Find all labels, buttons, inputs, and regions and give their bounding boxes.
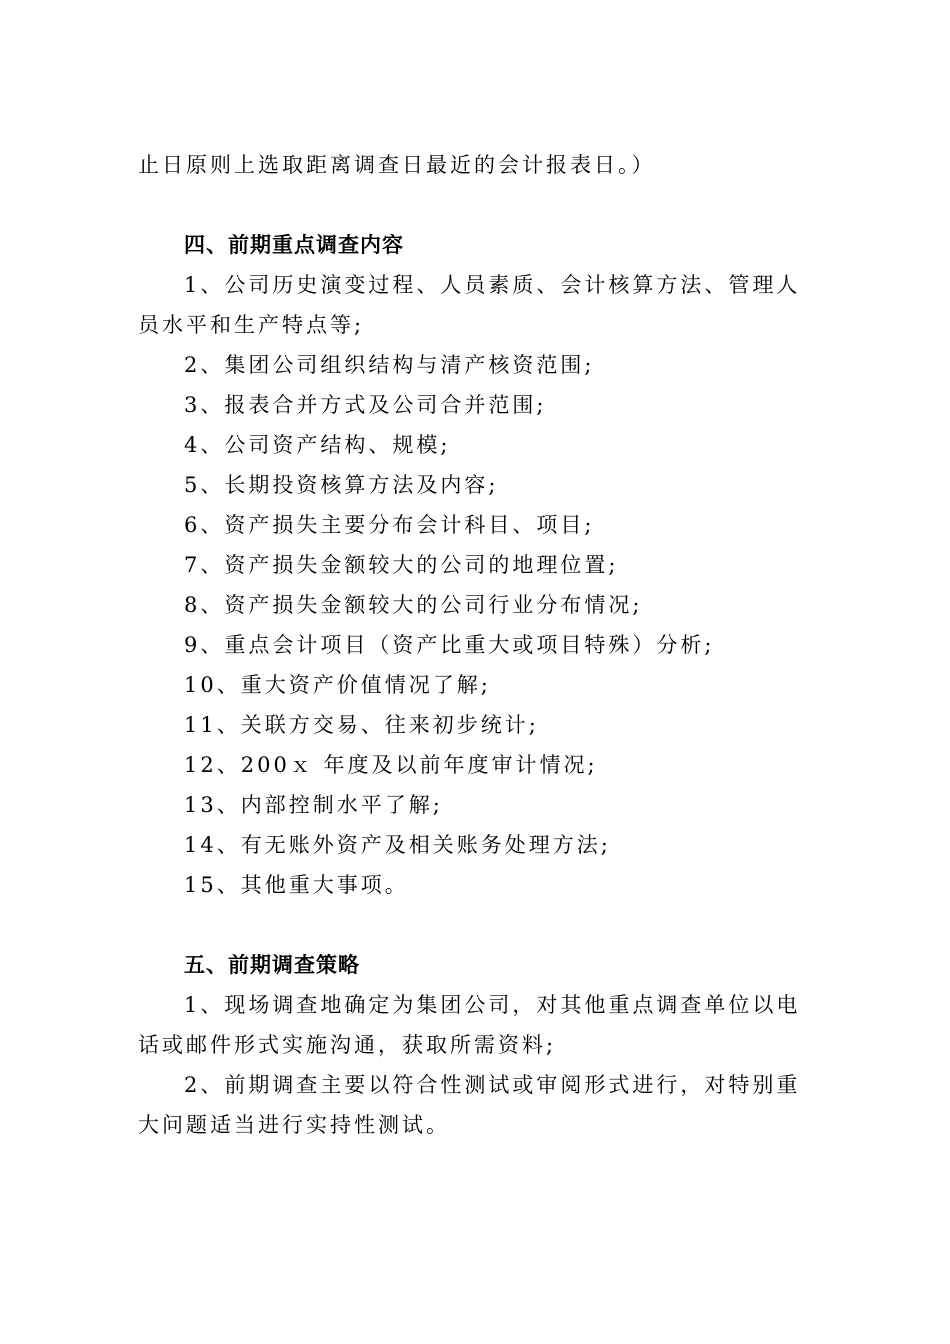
section-4-item-1-line-2: 员水平和生产特点等; [138,313,365,337]
section-5-item-2-line-2: 大问题适当进行实持性测试。 [138,1113,450,1137]
section-4-item: 7、资产损失金额较大的公司的地理位置; [184,553,619,577]
section-4-item: 13、内部控制水平了解; [184,793,443,817]
section-4-heading: 四、前期重点调查内容 [184,233,404,257]
section-4-item: 8、资产损失金额较大的公司行业分布情况; [184,593,643,617]
section-4-item: 2、集团公司组织结构与清产核资范围; [184,353,595,377]
section-4-item: 14、有无账外资产及相关账务处理方法; [184,833,611,857]
section-5-item-2-line-1: 2、前期调查主要以符合性测试或审阅形式进行，对特别重 [184,1073,801,1097]
section-5-heading: 五、前期调查策略 [184,953,360,977]
intro-continuation-text: 止日原则上选取距离调查日最近的会计报表日。） [138,153,656,177]
section-4-item: 3、报表合并方式及公司合并范围; [184,393,547,417]
section-4-item: 9、重点会计项目（资产比重大或项目特殊）分析; [184,633,715,657]
section-5-item-1-line-2: 话或邮件形式实施沟通，获取所需资料; [138,1033,557,1057]
section-5-item-1-line-1: 1、现场调查地确定为集团公司，对其他重点调查单位以电 [184,993,801,1017]
section-4-item: 6、资产损失主要分布会计科目、项目; [184,513,595,537]
section-4-item: 10、重大资产价值情况了解; [184,673,491,697]
section-4-item: 4、公司资产结构、规模; [184,433,451,457]
section-4-item: 11、关联方交易、往来初步统计; [184,713,539,737]
section-4-item: 12、200ｘ 年度及以前年度审计情况; [184,753,598,777]
section-4-item-1-line-1: 1、公司历史演变过程、人员素质、会计核算方法、管理人 [184,273,801,297]
section-4-item: 5、长期投资核算方法及内容; [184,473,499,497]
section-4-item: 15、其他重大事项。 [184,873,409,897]
